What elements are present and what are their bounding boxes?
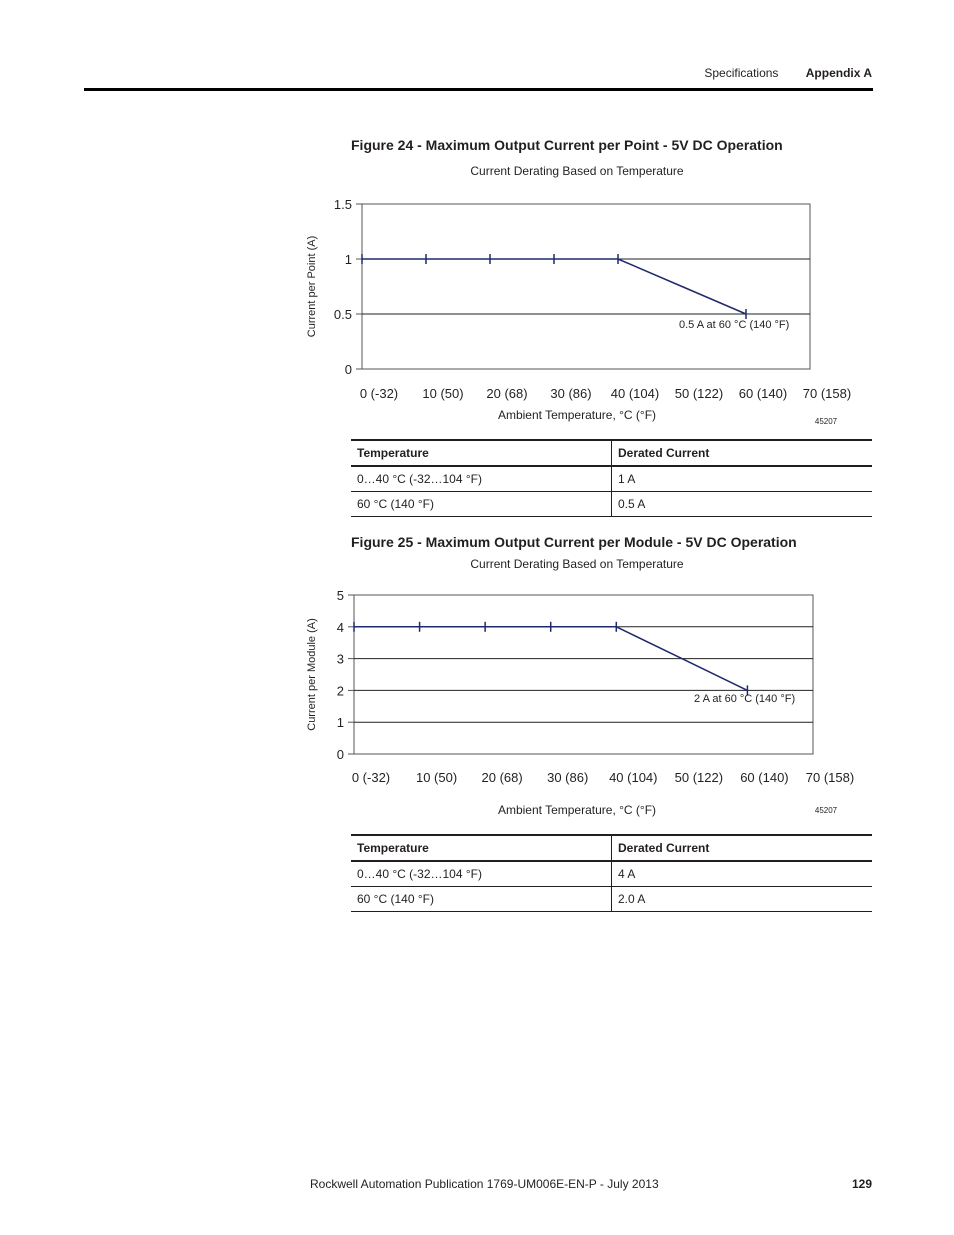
chart-title: Current Derating Based on Temperature	[470, 557, 684, 571]
table-cell: 4 A	[612, 861, 873, 887]
figure-id: 45207	[814, 417, 838, 426]
header-appendix: Appendix A	[805, 66, 872, 80]
y-tick-label: 0	[344, 362, 352, 377]
x-tick-label: 40 (104)	[609, 770, 658, 785]
y-tick-label: 5	[336, 588, 344, 603]
figure-25-title: Figure 25 - Maximum Output Current per Module - 5V DC Operation	[351, 534, 797, 550]
table-row	[351, 887, 872, 912]
table-header-row	[351, 835, 872, 861]
x-tick-label: 10 (50)	[415, 770, 458, 785]
figure-id: 45207	[814, 806, 838, 815]
page-number: 129	[851, 1177, 872, 1191]
x-tick-label: 20 (68)	[486, 386, 528, 401]
x-tick-label: 70 (158)	[805, 770, 855, 785]
header-section: Specifications	[704, 66, 779, 80]
x-axis-label: Ambient Temperature, °C (°F)	[497, 408, 657, 422]
x-tick-label: 30 (86)	[547, 770, 589, 785]
table-cell: 60 °C (140 °F)	[351, 887, 612, 912]
x-tick-label: 40 (104)	[610, 386, 660, 401]
x-tick-label: 0 (-32)	[359, 386, 399, 401]
chart-svg	[290, 156, 890, 428]
figure-24-table	[351, 439, 872, 517]
y-tick-label: 1.5	[333, 197, 352, 212]
x-tick-label: 60 (140)	[740, 770, 789, 785]
y-tick-label: 2	[336, 683, 344, 699]
x-axis-label: Ambient Temperature, °C (°F)	[497, 803, 657, 817]
footer-publication: Rockwell Automation Publication 1769-UM006E-EN-P - July 2013	[310, 1177, 659, 1191]
x-tick-label: 60 (140)	[738, 386, 788, 401]
figure-24-chart	[290, 156, 890, 428]
plot-area	[354, 595, 813, 754]
page-footer	[0, 1177, 872, 1191]
table-row	[351, 861, 872, 887]
y-tick-label: 0	[336, 747, 344, 762]
header-rule	[84, 88, 873, 91]
y-axis-label: Current per Point (A)	[306, 235, 318, 338]
table-cell: 60 °C (140 °F)	[351, 492, 612, 517]
x-tick-label: 70 (158)	[802, 386, 852, 401]
y-tick-label: 1	[336, 715, 344, 731]
table-header-derated-current: Derated Current	[612, 440, 873, 466]
page-header	[0, 66, 872, 80]
figure-25-table	[351, 834, 872, 912]
table-cell: 0.5 A	[612, 492, 873, 517]
x-tick-label: 0 (-32)	[351, 770, 391, 785]
figure-25-chart	[290, 550, 890, 820]
table-header-row	[351, 440, 872, 466]
chart-title: Current Derating Based on Temperature	[470, 164, 684, 178]
table-header-temperature: Temperature	[351, 440, 612, 466]
x-tick-label: 20 (68)	[481, 770, 523, 785]
x-tick-label: 50 (122)	[674, 770, 724, 785]
y-tick-label: 0.5	[333, 307, 352, 322]
figure-24-title: Figure 24 - Maximum Output Current per Point - 5V DC Operation	[351, 137, 783, 153]
table-cell: 1 A	[612, 466, 873, 492]
y-axis-label: Current per Module (A)	[306, 618, 318, 731]
y-tick-label: 3	[336, 651, 344, 667]
table-header-temperature: Temperature	[351, 835, 612, 861]
x-tick-label: 30 (86)	[550, 386, 592, 401]
plot-area	[362, 204, 810, 369]
x-tick-label: 50 (122)	[674, 386, 724, 401]
table-cell: 0…40 °C (-32…104 °F)	[351, 861, 612, 887]
y-tick-label: 1	[344, 252, 352, 267]
data-annotation: 0.5 A at 60 °C (140 °F)	[679, 319, 790, 331]
data-annotation: 2 A at 60 °C (140 °F)	[694, 693, 796, 705]
table-header-derated-current: Derated Current	[612, 835, 873, 861]
table-cell: 2.0 A	[612, 887, 873, 912]
y-tick-label: 4	[336, 619, 344, 635]
table-cell: 0…40 °C (-32…104 °F)	[351, 466, 612, 492]
series-line	[362, 259, 746, 314]
x-tick-label: 10 (50)	[422, 386, 464, 401]
table-row	[351, 492, 872, 517]
table-row	[351, 466, 872, 492]
chart-svg	[290, 550, 890, 820]
